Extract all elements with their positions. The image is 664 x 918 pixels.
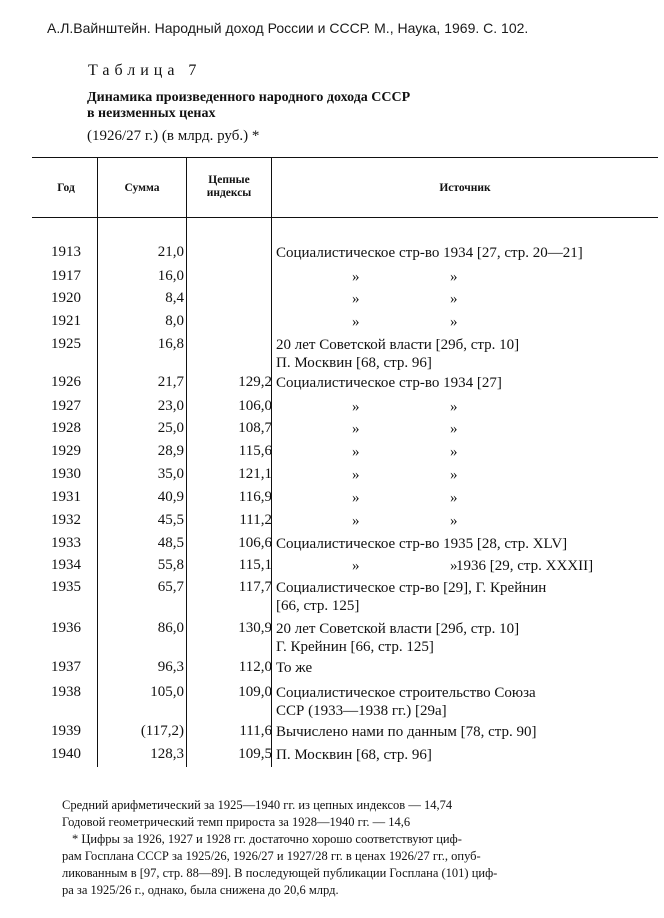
- cell-sum: 86,0: [157, 620, 184, 636]
- ditto-mark: »: [450, 399, 458, 415]
- ditto-mark: »: [450, 490, 458, 506]
- cell-index: 116,9: [238, 489, 272, 505]
- header-year: Год: [57, 182, 75, 194]
- cell-sum: 28,9: [157, 443, 184, 459]
- cell-year: 1934: [51, 557, 81, 573]
- cell-year: 1925: [51, 336, 81, 352]
- cell-sum: 16,0: [157, 268, 184, 284]
- source-line-2: [66, стр. 125]: [276, 598, 360, 614]
- ditto-mark: »: [352, 490, 360, 506]
- cell-source: [276, 374, 654, 392]
- cell-source: [276, 659, 654, 677]
- cell-year: 1927: [51, 398, 81, 414]
- ditto-mark: »: [352, 558, 360, 574]
- cell-sum: (117,2): [140, 723, 184, 739]
- ditto-mark: »: [450, 269, 458, 285]
- cell-sum: 55,8: [157, 557, 184, 573]
- source-line-1: То же: [276, 660, 313, 676]
- cell-source: [276, 579, 654, 615]
- table-header-rule: [32, 217, 658, 218]
- cell-source: [276, 723, 654, 741]
- source-line-2: П. Москвин [68, стр. 96]: [276, 355, 432, 371]
- source-line-2: Г. Крейнин [66, стр. 125]: [276, 639, 434, 655]
- cell-sum: 21,0: [157, 244, 184, 260]
- header-index-line-1: Цепные: [208, 174, 250, 186]
- column-divider-1: [97, 157, 98, 767]
- cell-sum: 21,7: [157, 374, 184, 390]
- cell-year: 1926: [51, 374, 81, 390]
- cell-year: 1917: [51, 268, 81, 284]
- footnote-line: рам Госплана СССР за 1925/26, 1926/27 и 1927/28 гг. в ценах 1926/27 гг., опуб-: [62, 849, 481, 863]
- cell-index: 109,5: [238, 746, 272, 762]
- cell-year: 1930: [51, 466, 81, 482]
- cell-year: 1940: [51, 746, 81, 762]
- footnote-line: * Цифры за 1926, 1927 и 1928 гг. достаточно хорошо соответствуют циф-: [72, 832, 462, 846]
- cell-index: 111,2: [239, 512, 272, 528]
- ditto-mark: »: [352, 399, 360, 415]
- cell-sum: 23,0: [157, 398, 184, 414]
- cell-index: 109,0: [238, 684, 272, 700]
- source-line-1: Социалистическое стр-во 1934 [27]: [276, 375, 502, 391]
- table-top-rule: [32, 157, 658, 158]
- cell-year: 1929: [51, 443, 81, 459]
- footnote-line: Годовой геометрический темп прироста за 1928—1940 гг. — 14,6: [62, 815, 411, 829]
- footnotes: [62, 797, 642, 899]
- cell-sum: 65,7: [157, 579, 184, 595]
- ditto-mark: »: [450, 558, 458, 574]
- cell-sum: 8,0: [165, 313, 184, 329]
- column-divider-2: [186, 157, 187, 767]
- header-sum: Сумма: [124, 182, 160, 194]
- source-line-1: 20 лет Советской власти [29б, стр. 10]: [276, 621, 520, 637]
- cell-year: 1932: [51, 512, 81, 528]
- cell-index: 121,1: [238, 466, 272, 482]
- cell-sum: 96,3: [157, 659, 184, 675]
- cell-sum: 48,5: [157, 535, 184, 551]
- cell-index: 129,2: [238, 374, 272, 390]
- cell-sum: 25,0: [157, 420, 184, 436]
- cell-year: 1933: [51, 535, 81, 551]
- ditto-mark: »: [352, 421, 360, 437]
- source-line-1: П. Москвин [68, стр. 96]: [276, 747, 432, 763]
- ditto-mark: »: [450, 444, 458, 460]
- table-subtitle: (1926/27 г.) (в млрд. руб.) *: [87, 128, 260, 144]
- table-label: Таблица 7: [88, 62, 202, 79]
- source-line-2: ССР (1933—1938 гг.) [29а]: [276, 703, 447, 719]
- cell-year: 1928: [51, 420, 81, 436]
- source-tail: 1936 [29, стр. XXXII]: [456, 558, 594, 574]
- source-citation: А.Л.Вайнштейн. Народный доход России и СССР. М., Наука, 1969. С. 102.: [47, 20, 529, 36]
- ditto-mark: »: [450, 513, 458, 529]
- ditto-mark: »: [352, 269, 360, 285]
- cell-sum: 40,9: [157, 489, 184, 505]
- cell-year: 1939: [51, 723, 81, 739]
- source-line-1: Социалистическое стр-во [29], Г. Крейнин: [276, 580, 547, 596]
- cell-index: 115,6: [238, 443, 272, 459]
- footnote-line: ра за 1925/26 г., однако, была снижена до 20,6 млрд.: [62, 883, 339, 897]
- cell-index: 106,6: [238, 535, 272, 551]
- source-line-1: Социалистическое стр-во 1935 [28, стр. XLV]: [276, 536, 568, 552]
- header-source: Источник: [439, 182, 491, 194]
- ditto-mark: »: [450, 421, 458, 437]
- cell-source: [276, 244, 654, 262]
- cell-sum: 128,3: [150, 746, 184, 762]
- ditto-mark: »: [352, 467, 360, 483]
- cell-year: 1921: [51, 313, 81, 329]
- cell-year: 1937: [51, 659, 81, 675]
- cell-source: [276, 620, 654, 656]
- cell-year: 1938: [51, 684, 81, 700]
- cell-source: [276, 535, 654, 553]
- cell-sum: 45,5: [157, 512, 184, 528]
- cell-source: [276, 336, 654, 372]
- title-line-1: Динамика произведенного народного дохода СССР: [87, 90, 411, 105]
- source-line-1: Вычислено нами по данным [78, стр. 90]: [276, 724, 537, 740]
- table-title: [87, 90, 527, 122]
- cell-source: [276, 684, 654, 720]
- cell-sum: 16,8: [157, 336, 184, 352]
- ditto-mark: »: [450, 314, 458, 330]
- cell-sum: 8,4: [165, 290, 184, 306]
- header-index-line-2: индексы: [206, 187, 252, 199]
- footnote-line: Средний арифметический за 1925—1940 гг. из цепных индексов — 14,74: [62, 798, 453, 812]
- cell-index: 111,6: [239, 723, 272, 739]
- ditto-mark: »: [352, 314, 360, 330]
- header-index: [188, 174, 270, 200]
- cell-year: 1936: [51, 620, 81, 636]
- cell-source: [276, 746, 654, 764]
- cell-year: 1931: [51, 489, 81, 505]
- ditto-mark: »: [352, 444, 360, 460]
- source-line-1: Социалистическое стр-во 1934 [27, стр. 20—21]: [276, 245, 583, 261]
- source-line-1: Социалистическое строительство Союза: [276, 685, 536, 701]
- ditto-mark: »: [352, 513, 360, 529]
- cell-year: 1935: [51, 579, 81, 595]
- cell-sum: 105,0: [150, 684, 184, 700]
- cell-index: 112,0: [238, 659, 272, 675]
- ditto-mark: »: [450, 291, 458, 307]
- ditto-mark: »: [450, 467, 458, 483]
- cell-index: 117,7: [238, 579, 272, 595]
- cell-index: 108,7: [238, 420, 272, 436]
- footnote-line: ликованным в [97, стр. 88—89]. В последующей публикации Госплана (101) циф-: [62, 866, 498, 880]
- cell-year: 1913: [51, 244, 81, 260]
- cell-sum: 35,0: [157, 466, 184, 482]
- source-line-1: 20 лет Советской власти [29б, стр. 10]: [276, 337, 520, 353]
- cell-index: 106,0: [238, 398, 272, 414]
- cell-year: 1920: [51, 290, 81, 306]
- ditto-mark: »: [352, 291, 360, 307]
- cell-index: 115,1: [238, 557, 272, 573]
- cell-index: 130,9: [238, 620, 272, 636]
- title-line-2: в неизменных ценах: [87, 106, 216, 121]
